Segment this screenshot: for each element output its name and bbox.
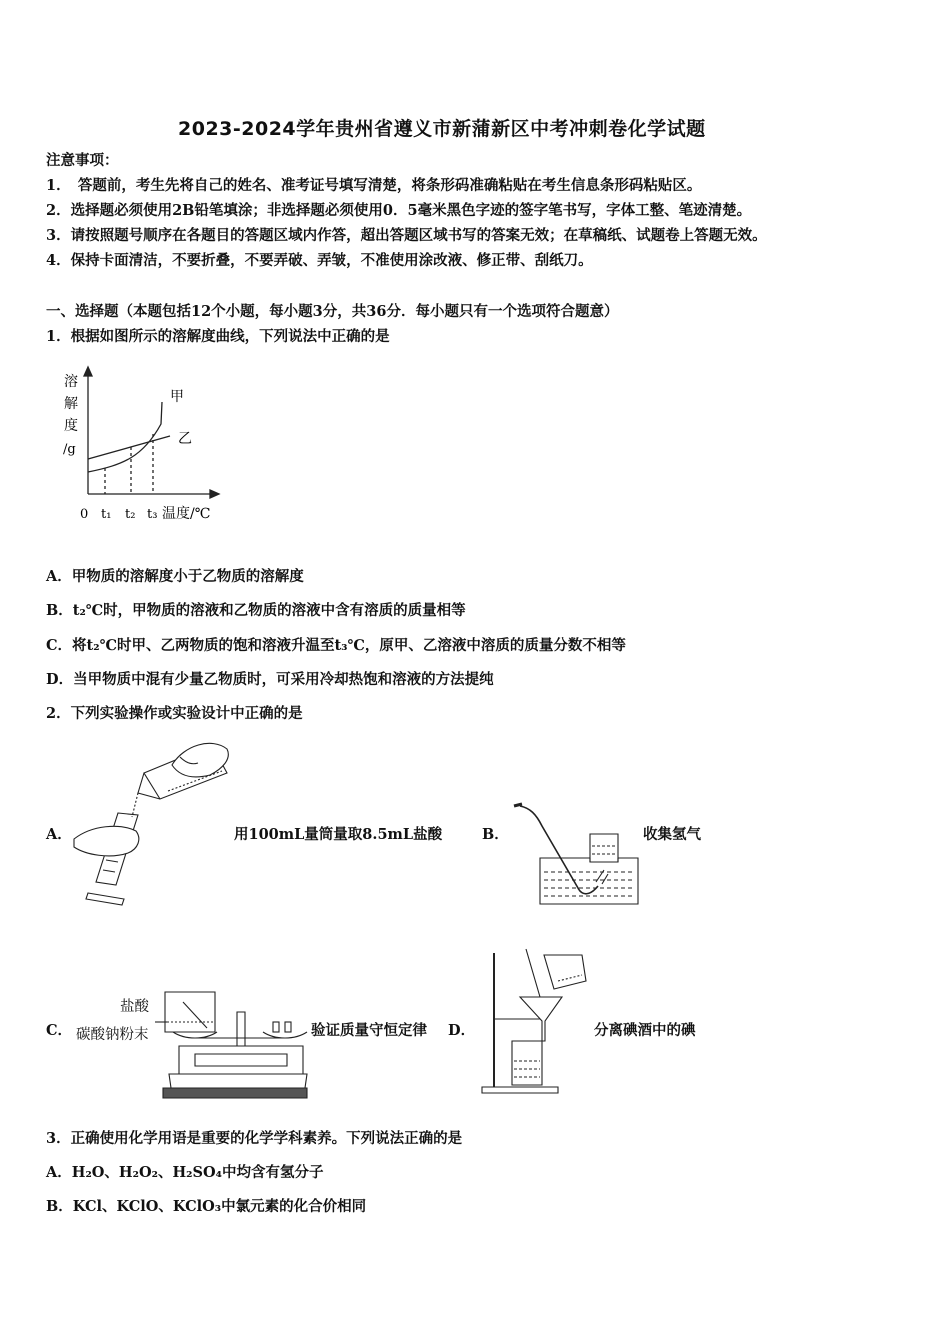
pour-stream xyxy=(132,793,138,817)
balance-base xyxy=(169,1074,307,1088)
q2-option-a-text: 用100mL量筒量取8.5mL盐酸 xyxy=(234,826,443,843)
xlabel: 温度/℃ xyxy=(162,506,211,522)
notice-item-1: 1． 答题前，考生先将自己的姓名、准考证号填写清楚，将条形码准确粘贴在考生信息条形码粘贴区。 xyxy=(46,177,702,194)
notice-heading: 注意事项： xyxy=(46,152,119,169)
pouring-cylinder-illustration xyxy=(72,735,242,910)
receiving-beaker xyxy=(512,1041,542,1085)
ylabel-unit: /g xyxy=(63,442,76,457)
glass-rod xyxy=(526,949,540,997)
weight-2 xyxy=(285,1022,291,1032)
sodium-carbonate-label: 碳酸钠粉末 xyxy=(76,1027,149,1043)
balance-illustration xyxy=(155,988,310,1103)
filtration-illustration xyxy=(478,945,598,1095)
section-heading: 一、选择题（本题包括12个小题，每小题3分，共36分．每小题只有一个选项符合题意） xyxy=(46,303,619,320)
q2-option-d-label: D． xyxy=(448,1022,476,1039)
water-trough xyxy=(540,858,638,904)
question-3-stem: 3．正确使用化学用语是重要的化学学科素养。下列说法正确的是 xyxy=(46,1130,463,1147)
notice-item-2: 2．选择题必须使用2B铅笔填涂；非选择题必须使用0．5毫米黑色字迹的签字笔书写，字体工整、笔迹清楚。 xyxy=(46,202,752,219)
iron-stand-base xyxy=(482,1087,558,1093)
ylabel-char-2: 解 xyxy=(64,396,78,412)
notice-item-3: 3．请按照题号顺序在各题目的答题区域内作答，超出答题区域书写的答案无效；在草稿纸、试题卷上答题无效。 xyxy=(46,227,767,244)
balance-body xyxy=(179,1046,303,1074)
curve-yi xyxy=(88,436,170,459)
beaker xyxy=(165,992,215,1032)
q2-option-c-text: 验证质量守恒定律 xyxy=(311,1022,427,1039)
q2-option-b-text: 收集氢气 xyxy=(643,826,701,843)
curve-jia-label: 甲 xyxy=(170,389,184,405)
q1-option-d: D．当甲物质中混有少量乙物质时，可采用冷却热饱和溶液的方法提纯 xyxy=(46,671,494,688)
y-axis-arrow xyxy=(84,367,92,376)
q2-option-a-label: A． xyxy=(46,826,72,843)
solubility-graph xyxy=(58,362,228,530)
question-1-stem: 1．根据如图所示的溶解度曲线，下列说法中正确的是 xyxy=(46,328,390,345)
balance-foot xyxy=(163,1088,307,1098)
q2-option-c-label: C． xyxy=(46,1022,73,1039)
q1-option-a: A．甲物质的溶解度小于乙物质的溶解度 xyxy=(46,568,304,585)
curve-jia xyxy=(88,402,162,472)
ylabel-char-3: 度 xyxy=(64,418,78,434)
gas-collection-illustration xyxy=(508,800,648,910)
weight-1 xyxy=(273,1022,279,1032)
right-pan xyxy=(263,1032,307,1038)
q1-option-c: C．将t₂℃时甲、乙两物质的饱和溶液升温至t₃℃，原甲、乙溶液中溶质的质量分数不相等 xyxy=(46,637,626,654)
left-pan xyxy=(173,1032,217,1038)
q2-option-d-text: 分离碘酒中的碘 xyxy=(594,1022,696,1039)
q3-option-a: A．H₂O、H₂O₂、H₂SO₄中均含有氢分子 xyxy=(46,1164,324,1181)
collecting-bottle xyxy=(590,834,618,862)
lower-hand xyxy=(74,826,139,856)
t1-label: t₁ xyxy=(101,507,112,522)
q1-option-b: B．t₂℃时，甲物质的溶液和乙物质的溶液中含有溶质的质量相等 xyxy=(46,602,466,619)
pouring-beaker xyxy=(544,955,586,989)
origin-label: 0 xyxy=(80,507,89,522)
hydrochloric-acid-label: 盐酸 xyxy=(120,999,149,1015)
q3-option-b: B．KCl、KClO、KClO₃中氯元素的化合价相同 xyxy=(46,1198,367,1215)
ylabel-char-1: 溶 xyxy=(64,374,78,390)
curve-yi-label: 乙 xyxy=(178,431,192,447)
q2-option-b-label: B． xyxy=(482,826,509,843)
t2-label: t₂ xyxy=(125,507,136,522)
notice-item-4: 4．保持卡面清洁，不要折叠，不要弄破、弄皱，不准使用涂改液、修正带、刮纸刀。 xyxy=(46,252,593,269)
t3-label: t₃ xyxy=(147,507,158,522)
x-axis-arrow xyxy=(210,490,219,498)
page-title: 2023-2024学年贵州省遵义市新蒲新区中考冲刺卷化学试题 xyxy=(178,118,706,140)
question-2-stem: 2．下列实验操作或实验设计中正确的是 xyxy=(46,705,303,722)
cylinder-base xyxy=(86,893,124,905)
